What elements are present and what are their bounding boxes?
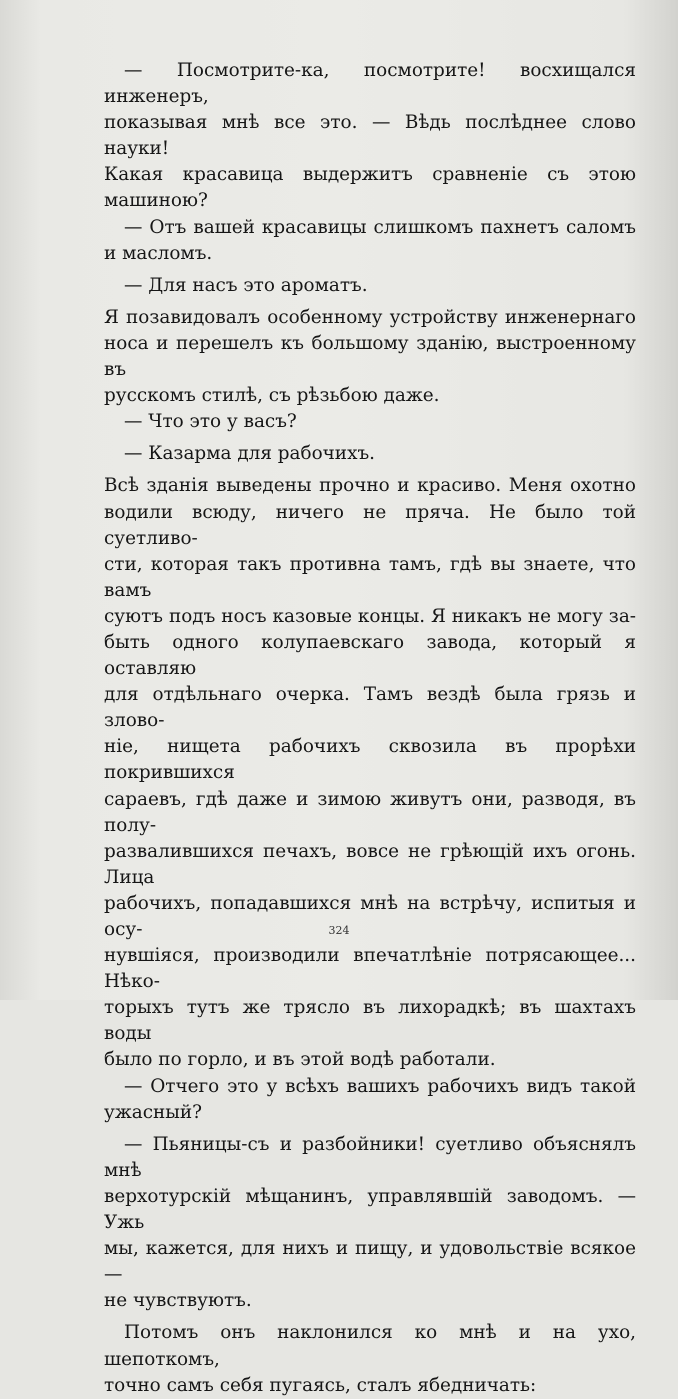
- text-line: носа и перешелъ къ большому зданію, выстроенному въ: [104, 332, 636, 381]
- text-line: — Посмотрите-ка, посмотрите! восхищался инженеръ,: [104, 60, 636, 108]
- text-line: нувшіяся, производили впечатлѣніе потрясающее... Нѣко-: [104, 945, 636, 993]
- text-line: — Казарма для рабочихъ.: [124, 443, 375, 465]
- text-line: ніе, нищета рабочихъ сквозила въ прорѣхи покрившихся: [104, 736, 636, 784]
- text-line: мы, кажется, для нихъ и пищу, и удовольствіе всякое —: [104, 1238, 636, 1286]
- text-line: было по горло, и въ этой водѣ работали.: [104, 1049, 496, 1071]
- text-line: сти, которая такъ противна тамъ, гдѣ вы знаете, что вамъ: [104, 553, 636, 601]
- text-line: суютъ подъ носъ казовые концы. Я никакъ не могу за-: [104, 605, 636, 627]
- text-line: — Для насъ это ароматъ.: [124, 274, 368, 296]
- text-line: не чувствуютъ.: [104, 1290, 252, 1312]
- text-line: русскомъ стилѣ, съ рѣзьбою даже.: [104, 385, 440, 407]
- text-line: показывая мнѣ все это. — Вѣдь послѣднее слово науки!: [104, 112, 636, 160]
- text-line: сараевъ, гдѣ даже и зимою живутъ они, разводя, въ полу-: [104, 788, 636, 836]
- page-number: 324: [328, 924, 350, 937]
- text-line: верхотурскій мѣщанинъ, управлявшій заводомъ. — Ужь: [104, 1185, 636, 1234]
- text-line: развалившихся печахъ, вовсе не грѣющій ихъ огонь. Лица: [104, 840, 636, 888]
- text-line: точно самъ себя пугаясь, сталъ ябедничать:: [104, 1374, 537, 1396]
- page-text: [104, 58, 636, 1399]
- text-line: Какая красавица выдержитъ сравненіе съ этою машиною?: [104, 164, 636, 212]
- text-line: — Отъ вашей красавицы слишкомъ пахнетъ саломъ: [124, 216, 636, 238]
- text-line: — Отчего это у всѣхъ вашихъ рабочихъ видъ такой: [124, 1075, 636, 1097]
- text-line: и масломъ.: [104, 242, 213, 264]
- text-line: — Что это у васъ?: [124, 411, 297, 433]
- text-line: торыхъ тутъ же трясло въ лихорадкѣ; въ шахтахъ воды: [104, 997, 636, 1045]
- text-line: — Пьяницы-съ и разбойники! суетливо объяснялъ мнѣ: [104, 1133, 636, 1181]
- text-line: ужасный?: [104, 1101, 203, 1123]
- text-line: Всѣ зданія выведены прочно и красиво. Меня охотно: [104, 475, 636, 497]
- text-line: рабочихъ, попадавшихся мнѣ на встрѣчу, испитыя и осу-: [104, 892, 636, 940]
- text-line: Потомъ онъ наклонился ко мнѣ и на ухо, шепоткомъ,: [104, 1322, 636, 1370]
- text-line: для отдѣльнаго очерка. Тамъ вездѣ была грязь и злово-: [104, 684, 636, 732]
- text-line: быть одного колупаевскаго завода, который я оставляю: [104, 631, 636, 680]
- text-line: Я позавидовалъ особенному устройству инженернаго: [104, 306, 636, 328]
- text-line: водили всюду, ничего не пряча. Не было той суетливо-: [104, 501, 636, 549]
